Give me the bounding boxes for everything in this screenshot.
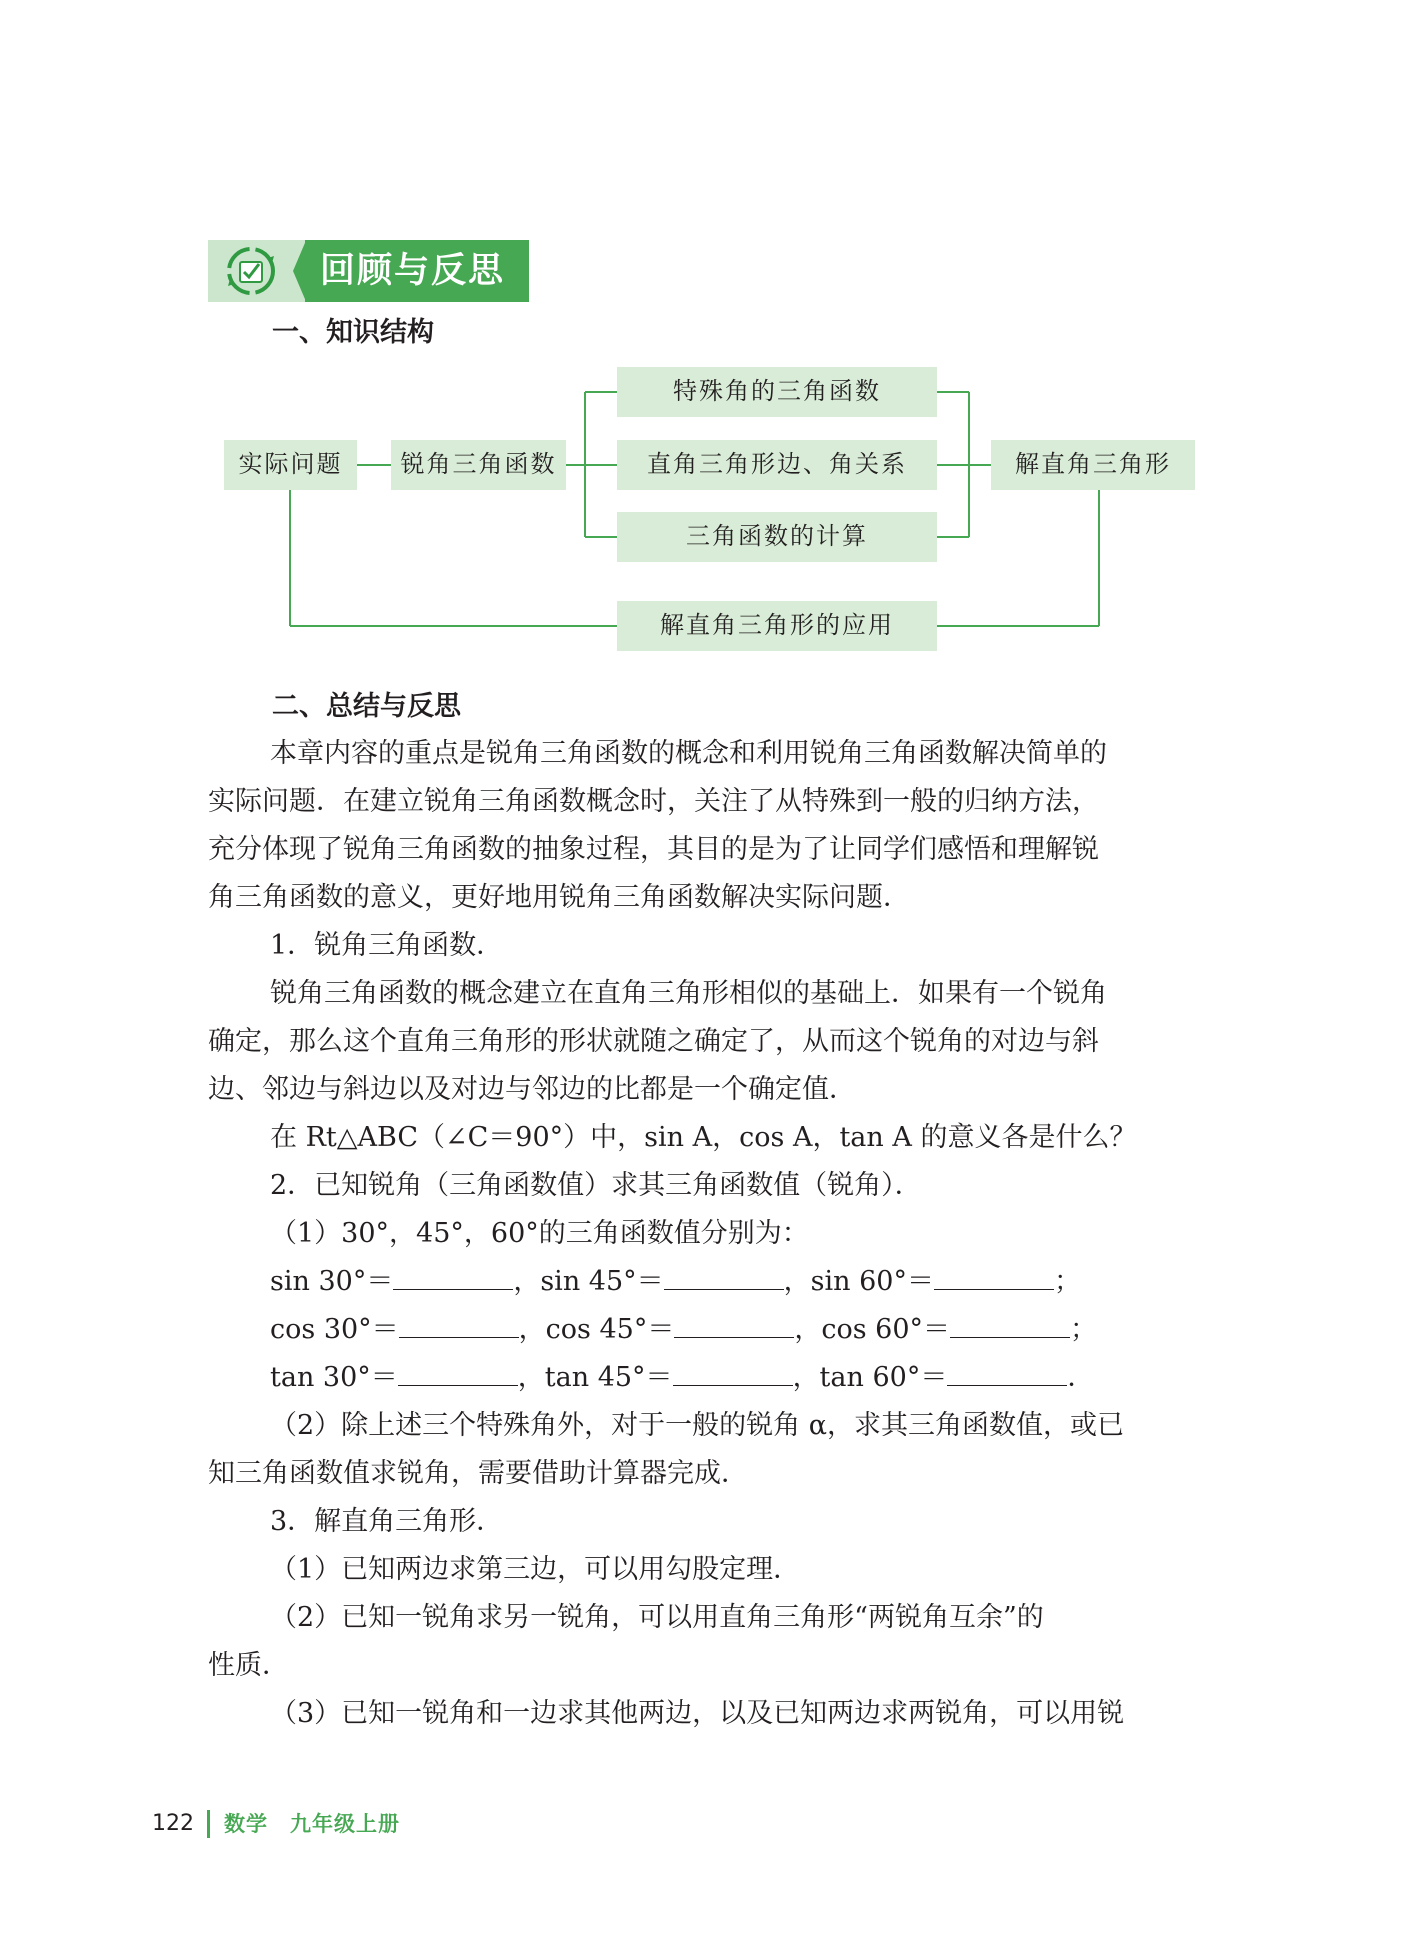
paragraph-line: 确定，那么这个直角三角形的形状就随之确定了，从而这个锐角的对边与斜	[208, 1026, 1099, 1057]
paragraph-line: 性质．	[208, 1650, 289, 1681]
paragraph-line: 角三角函数的意义，更好地用锐角三角函数解决实际问题．	[208, 882, 910, 913]
node-acute-trig-function: 锐角三角函数	[391, 440, 566, 490]
answer-blank[interactable]	[673, 1363, 793, 1386]
item-heading: 2．已知锐角（三角函数值）求其三角函数值（锐角）．	[270, 1170, 922, 1201]
node-special-angles: 特殊角的三角函数	[617, 367, 937, 417]
node-side-angle-relation: 直角三角形边、角关系	[617, 440, 937, 490]
answer-blank[interactable]	[393, 1267, 513, 1290]
paragraph-line: 实际问题．在建立锐角三角函数概念时，关注了从特殊到一般的归纳方法，	[208, 786, 1099, 817]
section-heading-structure: 一、知识结构	[272, 317, 434, 348]
answer-blank[interactable]	[399, 1315, 519, 1338]
answer-blank[interactable]	[934, 1267, 1054, 1290]
page-number: 122	[152, 1811, 194, 1836]
fill-blank-row-tan: tan 30°＝ ，tan 45°＝ ，tan 60°＝ ．	[270, 1362, 1095, 1393]
paragraph-line: 边、邻边与斜边以及对边与邻边的比都是一个确定值．	[208, 1074, 856, 1105]
section-heading-summary: 二、总结与反思	[272, 691, 461, 722]
answer-blank[interactable]	[664, 1267, 784, 1290]
knowledge-structure-connectors	[0, 0, 1403, 700]
answer-blank[interactable]	[947, 1363, 1067, 1386]
paragraph-line: （1）已知两边求第三边，可以用勾股定理．	[270, 1554, 801, 1585]
node-solve-right-triangle: 解直角三角形	[991, 440, 1195, 490]
paragraph-line: 充分体现了锐角三角函数的抽象过程，其目的是为了让同学们感悟和理解锐	[208, 834, 1099, 865]
footer-divider	[207, 1810, 210, 1838]
paragraph-line: （2）除上述三个特殊角外，对于一般的锐角 α，求其三角函数值，或已	[270, 1410, 1124, 1441]
node-trig-calculation: 三角函数的计算	[617, 512, 937, 562]
node-practical-problem: 实际问题	[224, 440, 357, 490]
item-heading: 3．解直角三角形．	[270, 1506, 504, 1537]
question-line: 在 Rt△ABC（∠C＝90°）中，sin A，cos A，tan A 的意义各是什么？	[270, 1122, 1137, 1153]
paragraph-line: 本章内容的重点是锐角三角函数的概念和利用锐角三角函数解决简单的	[270, 738, 1107, 769]
answer-blank[interactable]	[674, 1315, 794, 1338]
paragraph-line: （3）已知一锐角和一边求其他两边，以及已知两边求两锐角，可以用锐	[270, 1698, 1125, 1729]
banner-title: 回顾与反思	[320, 251, 506, 291]
paragraph-line: 知三角函数值求锐角，需要借助计算器完成．	[208, 1458, 748, 1489]
node-application: 解直角三角形的应用	[617, 601, 937, 651]
answer-blank[interactable]	[950, 1315, 1070, 1338]
paragraph-line: 锐角三角函数的概念建立在直角三角形相似的基础上．如果有一个锐角	[270, 978, 1107, 1009]
fill-blank-row-cos: cos 30°＝ ，cos 45°＝ ，cos 60°＝ ；	[270, 1314, 1098, 1345]
paragraph-line: （1）30°，45°，60°的三角函数值分别为：	[270, 1218, 809, 1249]
paragraph-line: （2）已知一锐角求另一锐角，可以用直角三角形“两锐角互余”的	[270, 1602, 1044, 1633]
book-title: 数学 九年级上册	[224, 1812, 400, 1836]
fill-blank-row-sin: sin 30°＝ ，sin 45°＝ ，sin 60°＝ ；	[270, 1266, 1081, 1297]
item-heading: 1．锐角三角函数．	[270, 930, 504, 961]
answer-blank[interactable]	[398, 1363, 518, 1386]
